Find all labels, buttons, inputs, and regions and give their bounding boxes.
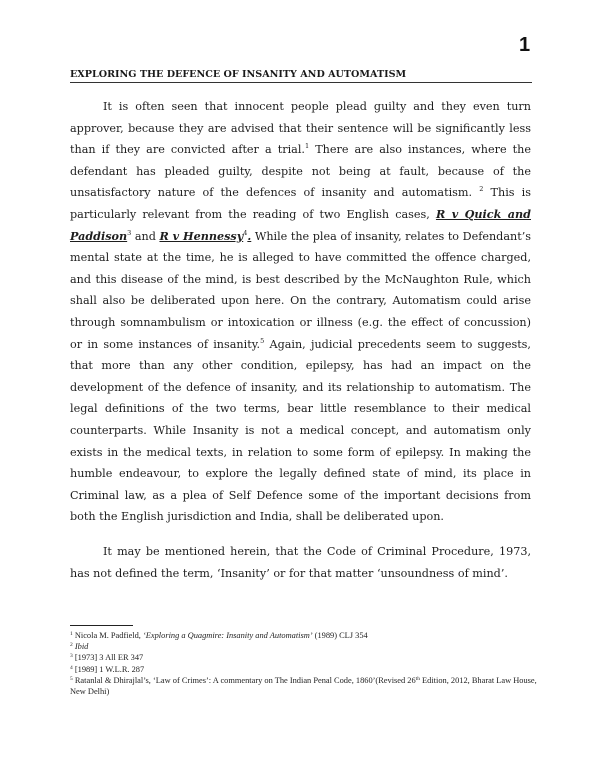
footnote-ref[interactable]: 1 (304, 142, 310, 151)
text-span: There are also instances, where the defendant has pleaded guilty, despite not being at fault, because of the unsatisfactory nature of the defences of insanity and automatism. (70, 143, 531, 200)
case-citation-quick-paddison: R v Quick and Paddison (70, 206, 531, 243)
document-heading: EXPLORING THE DEFENCE OF INSANITY AND AUTOMATISM (70, 69, 532, 83)
case-citation-end: . (247, 228, 252, 243)
footnote-number: 3 (70, 653, 73, 660)
footnote-text: (1989) CLJ 354 (312, 631, 368, 640)
footnote-text: [1989] 1 W.L.R. 287 (74, 664, 145, 674)
case-citation-hennessy: R v Hennessy (159, 228, 244, 243)
footnote-text: Nicola M. Padfield, (74, 631, 143, 640)
footnote-title: Ibid (74, 642, 89, 652)
footnote-number: 4 (70, 664, 73, 671)
footnote-number: 5 (70, 675, 73, 682)
footnotes (70, 630, 540, 697)
footnote-number: 2 (70, 642, 73, 649)
footnote-ref[interactable]: 5 (260, 336, 265, 345)
footnote-text: Ratanlal & Dhirajlal’s, ‘Law of Crimes’: A commentary on The Indian Penal Code, 1860’(Revised 26 (74, 675, 416, 685)
ordinal-suffix: th (415, 675, 420, 682)
footnote-1 (70, 630, 540, 641)
footnote-5 (70, 675, 540, 697)
footnote-text: Edition, 2012, Bharat Law House, New Delhi) (70, 675, 537, 697)
text-span: and (131, 229, 160, 243)
text-span: It may be mentioned herein, that the Code of Criminal Procedure, 1973, has not defined the term, ‘Insanity’ or for that matter ‘unsoundness of mind’. (70, 545, 531, 580)
text-span: This is particularly relevant from the reading of two English cases, (70, 186, 531, 221)
footnote-4 (70, 664, 540, 675)
footnote-3 (70, 652, 540, 663)
text-span: It is often seen that innocent people plead guilty and they even turn approver, because they are advised that their sentence will be significantly less than if they are convicted after a trial. (70, 100, 531, 157)
footnote-number: 1 (70, 631, 73, 637)
paragraph-crpc (70, 541, 531, 584)
footnote-ref[interactable]: 3 (127, 228, 132, 237)
footnote-title: ‘Exploring a Quagmire: Insanity and Automatism’ (143, 631, 313, 640)
text-span: While the plea of insanity, relates to Defendant’s mental state at the time, he is alleged to have committed the offence charged, and this disease of the mind, is best described by the McNaughton Rule, which shall also be deliberated upon here. On the contrary, Automatism could arise through somnambulism or intoxication or illness (e.g. the effect of concussion) or in some instances of insanity. (70, 229, 531, 351)
footnote-divider (70, 625, 133, 626)
footnote-ref[interactable]: 2 (479, 185, 484, 194)
footnote-ref[interactable]: 4 (243, 228, 248, 237)
text-span: Again, judicial precedents seem to suggests, that more than any other condition, epilepsy, has had an impact on the development of the defence of insanity, and its relationship to automatism. The legal definitions of the two terms, bear little resemblance to their medical counterparts. While Insanity is not a medical concept, and automatism only exists in the medical texts, in relation to some form of epilepsy. In making the humble endeavour, to explore the legally defined state of mind, its place in Criminal law, as a plea of Self Defence some of the important decisions from both the English jurisdiction and India, shall be deliberated upon. (70, 337, 531, 524)
footnote-2 (70, 641, 540, 652)
paragraph-intro (70, 96, 531, 528)
footnote-text: [1973] 3 All ER 347 (74, 653, 144, 663)
page-number: 1 (519, 34, 531, 56)
